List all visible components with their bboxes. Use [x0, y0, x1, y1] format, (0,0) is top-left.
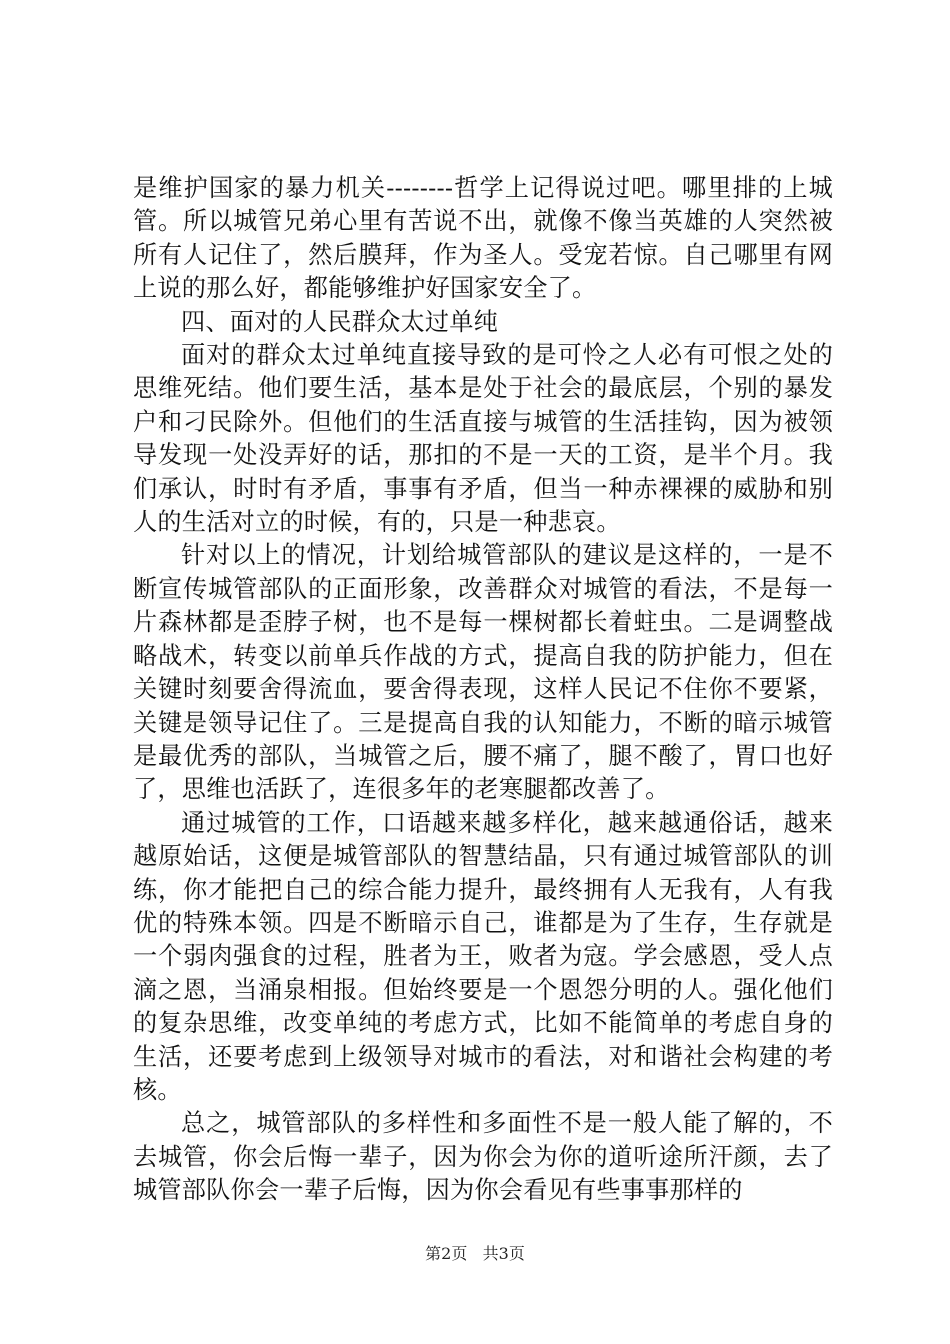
page-total: 共3页: [482, 1244, 525, 1263]
page-footer: [0, 1243, 950, 1265]
paragraph-4: 通过城管的工作，口语越来越多样化，越来越通俗话，越来越原始话，这便是城管部队的智慧结晶，只有通过城管部队的训练，你才能把自己的综合能力提升，最终拥有人无我有，人有我优的特殊本领。四是不断暗示自己，谁都是为了生存，生存就是一个弱肉强食的过程，胜者为王，败者为寇。学会感恩，受人点滴之恩，当涌泉相报。但始终要是一个恩怨分明的人。强化他们的复杂思维，改变单纯的考虑方式，比如不能简单的考虑自身的生活，还要考虑到上级领导对城市的看法，对和谐社会构建的考核。: [133, 808, 833, 1104]
paragraph-5: 总之，城管部队的多样性和多面性不是一般人能了解的，不去城管，你会后悔一辈子，因为你会为你的道听途所汗颜，去了城管部队你会一辈子后悔，因为你会看见有些事事那样的: [133, 1109, 833, 1205]
paragraph-1: 是维护国家的暴力机关--------哲学上记得说过吧。哪里排的上城管。所以城管兄弟心里有苦说不出，就像不像当英雄的人突然被所有人记住了，然后膜拜，作为圣人。受宠若惊。自己哪里有网上说的那么好，都能够维护好国家安全了。: [133, 174, 833, 303]
paragraph-2: 面对的群众太过单纯直接导致的是可怜之人必有可恨之处的思维死结。他们要生活，基本是处于社会的最底层，个别的暴发户和刁民除外。但他们的生活直接与城管的生活挂钩，因为被领导发现一处没弄好的话，那扣的不是一天的工资，是半个月。我们承认，时时有矛盾，事事有矛盾，但当一种赤裸裸的威胁和别人的生活对立的时候，有的，只是一种悲哀。: [133, 341, 833, 537]
section-heading: 四、面对的人民群众太过单纯: [181, 307, 499, 336]
page-number: 第2页: [425, 1244, 468, 1263]
paragraph-3: 针对以上的情况，计划给城管部队的建议是这样的，一是不断宣传城管部队的正面形象，改善群众对城管的看法，不是每一片森林都是歪脖子树，也不是每一棵树都长着蛀虫。二是调整战略战术，转变以前单兵作战的方式，提高自我的防护能力，但在关键时刻要舍得流血，要舍得表现，这样人民记不住你不要紧，关键是领导记住了。三是提高自我的认知能力，不断的暗示城管是最优秀的部队，当城管之后，腰不痛了，腿不酸了，胃口也好了，思维也活跃了，连很多年的老寒腿都改善了。: [133, 541, 833, 804]
document-body: [133, 172, 833, 1208]
